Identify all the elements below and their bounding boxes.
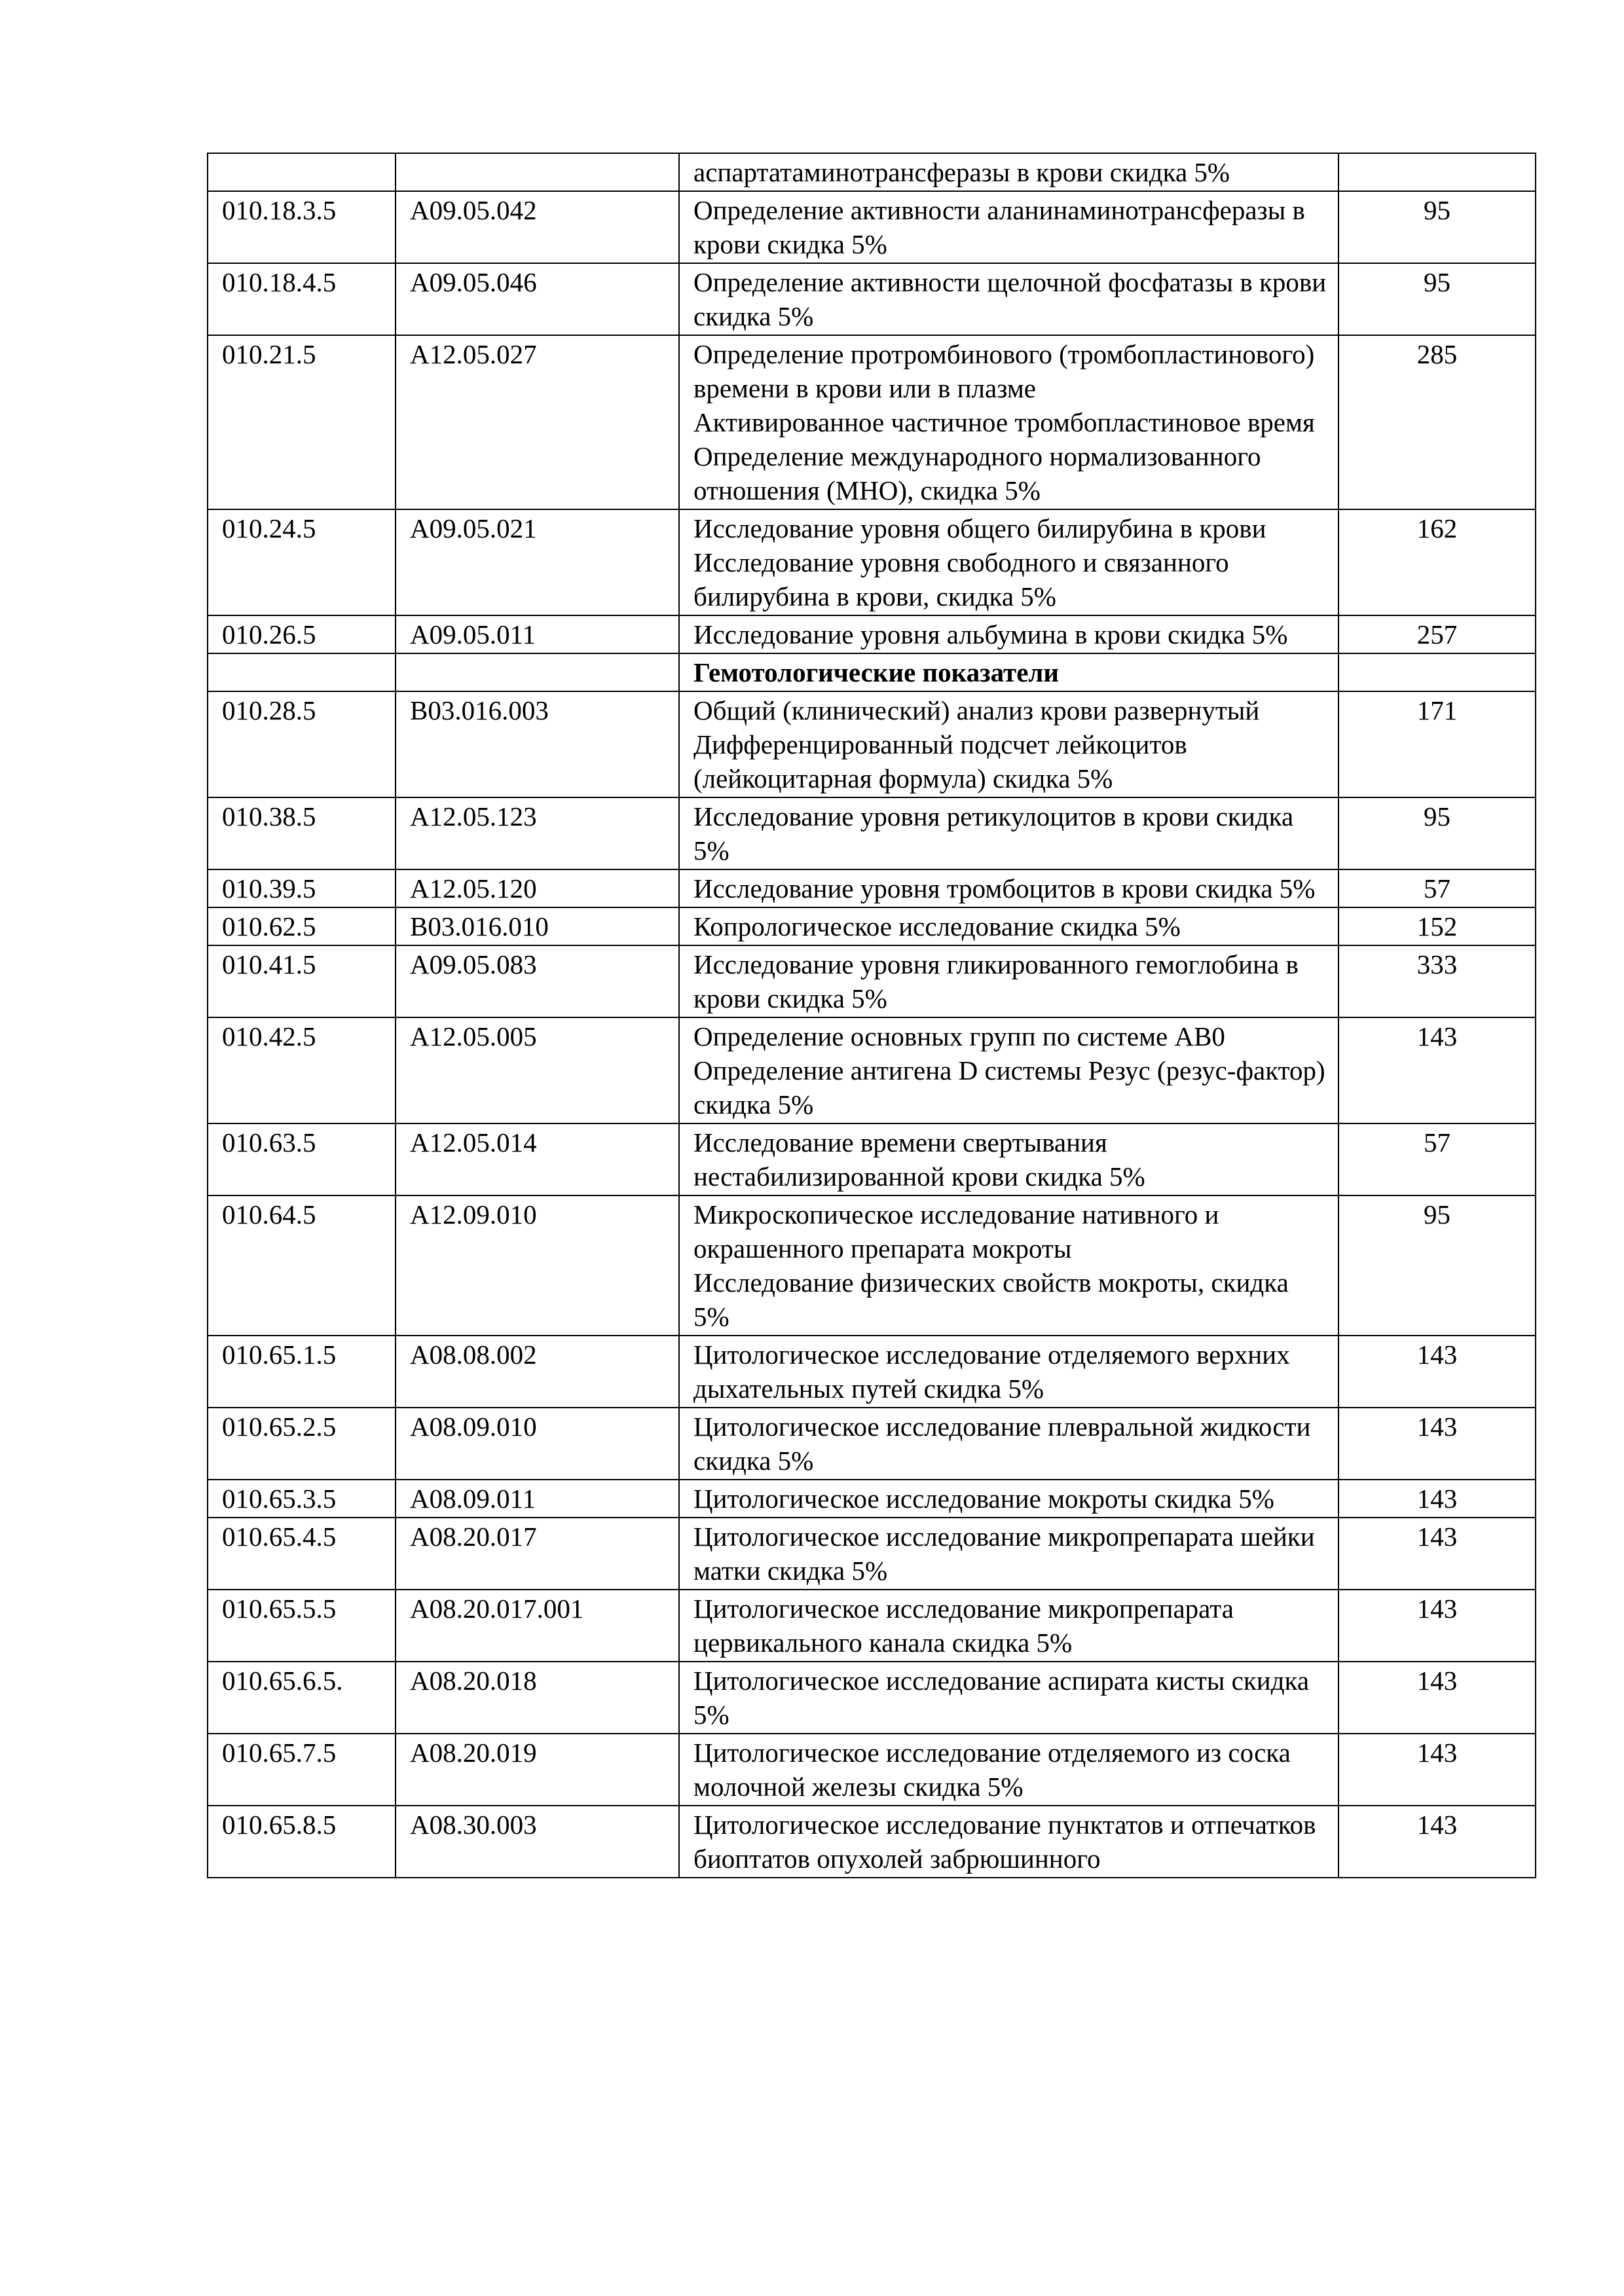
- table-row: [208, 1662, 1536, 1734]
- price-cell: 333: [1338, 945, 1536, 1017]
- nomenclature-code-cell: A12.05.005: [396, 1017, 679, 1123]
- service-code-cell: 010.65.4.5: [208, 1518, 396, 1590]
- price-cell: 171: [1338, 691, 1536, 797]
- price-cell: 143: [1338, 1662, 1536, 1734]
- price-cell: 143: [1338, 1017, 1536, 1123]
- service-code-cell: 010.24.5: [208, 509, 396, 615]
- service-code-cell: 010.18.4.5: [208, 263, 396, 335]
- price-cell: 143: [1338, 1480, 1536, 1518]
- service-name-cell: Определение активности щелочной фосфатазы в крови скидка 5%: [679, 263, 1338, 335]
- service-code-cell: 010.65.2.5: [208, 1408, 396, 1480]
- service-code-cell: 010.21.5: [208, 335, 396, 509]
- table-row: [208, 691, 1536, 797]
- service-code-cell: 010.18.3.5: [208, 191, 396, 263]
- service-name-cell: Исследование уровня альбумина в крови скидка 5%: [679, 615, 1338, 653]
- service-code-cell: 010.65.7.5: [208, 1734, 396, 1806]
- service-code-cell: 010.39.5: [208, 869, 396, 907]
- table-row: [208, 1806, 1536, 1878]
- service-code-cell: 010.65.1.5: [208, 1336, 396, 1408]
- service-name-cell: аспартатаминотрансферазы в крови скидка 5%: [679, 153, 1338, 191]
- nomenclature-code-cell: B03.016.010: [396, 907, 679, 945]
- nomenclature-code-cell: A09.05.046: [396, 263, 679, 335]
- table-row: [208, 1195, 1536, 1336]
- nomenclature-code-cell: A09.05.042: [396, 191, 679, 263]
- nomenclature-code-cell: A08.30.003: [396, 1806, 679, 1878]
- service-name-cell: Исследование уровня общего билирубина в крови Исследование уровня свободного и связанного билирубина в крови, скидка 5%: [679, 509, 1338, 615]
- service-code-cell: [208, 653, 396, 691]
- service-code-cell: [208, 153, 396, 191]
- nomenclature-code-cell: A09.05.021: [396, 509, 679, 615]
- price-cell: 95: [1338, 191, 1536, 263]
- table-row: [208, 1017, 1536, 1123]
- price-cell: 143: [1338, 1590, 1536, 1662]
- service-code-cell: 010.26.5: [208, 615, 396, 653]
- service-code-cell: 010.65.3.5: [208, 1480, 396, 1518]
- service-name-cell: Исследование уровня гликированного гемоглобина в крови скидка 5%: [679, 945, 1338, 1017]
- nomenclature-code-cell: A08.09.010: [396, 1408, 679, 1480]
- price-table: [207, 153, 1536, 1878]
- service-name-cell: Цитологическое исследование микропрепарата цервикального канала скидка 5%: [679, 1590, 1338, 1662]
- service-name-cell: Определение протромбинового (тромбопластинового) времени в крови или в плазме Активированное частичное тромбопластиновое время Определение международного нормализованного отношения (МНО), скидка 5%: [679, 335, 1338, 509]
- service-code-cell: 010.41.5: [208, 945, 396, 1017]
- nomenclature-code-cell: A12.05.123: [396, 797, 679, 869]
- service-name-cell: Микроскопическое исследование нативного и окрашенного препарата мокроты Исследование физических свойств мокроты, скидка 5%: [679, 1195, 1338, 1336]
- service-name-cell: Цитологическое исследование мокроты скидка 5%: [679, 1480, 1338, 1518]
- service-name-cell: Цитологическое исследование микропрепарата шейки матки скидка 5%: [679, 1518, 1338, 1590]
- service-code-cell: 010.62.5: [208, 907, 396, 945]
- table-row: [208, 191, 1536, 263]
- nomenclature-code-cell: A12.05.120: [396, 869, 679, 907]
- service-code-cell: 010.65.5.5: [208, 1590, 396, 1662]
- table-row: [208, 1734, 1536, 1806]
- nomenclature-code-cell: A12.05.014: [396, 1123, 679, 1195]
- nomenclature-code-cell: A08.20.019: [396, 1734, 679, 1806]
- nomenclature-code-cell: A08.20.017.001: [396, 1590, 679, 1662]
- section-title: Гемотологические показатели: [679, 653, 1338, 691]
- service-name-cell: Определение активности аланинаминотрансферазы в крови скидка 5%: [679, 191, 1338, 263]
- price-cell: 57: [1338, 1123, 1536, 1195]
- table-row: [208, 1408, 1536, 1480]
- nomenclature-code-cell: B03.016.003: [396, 691, 679, 797]
- table-row: [208, 1590, 1536, 1662]
- price-cell: 285: [1338, 335, 1536, 509]
- table-row: [208, 945, 1536, 1017]
- price-cell: 143: [1338, 1734, 1536, 1806]
- section-header-row: [208, 653, 1536, 691]
- table-row: [208, 335, 1536, 509]
- table-row: [208, 1518, 1536, 1590]
- price-cell: 143: [1338, 1518, 1536, 1590]
- service-name-cell: Цитологическое исследование аспирата кисты скидка 5%: [679, 1662, 1338, 1734]
- table-row: [208, 1336, 1536, 1408]
- nomenclature-code-cell: A08.20.018: [396, 1662, 679, 1734]
- nomenclature-code-cell: A08.08.002: [396, 1336, 679, 1408]
- service-code-cell: 010.63.5: [208, 1123, 396, 1195]
- table-row: [208, 797, 1536, 869]
- price-table-body: [208, 153, 1536, 1878]
- nomenclature-code-cell: A09.05.011: [396, 615, 679, 653]
- service-name-cell: Цитологическое исследование отделяемого верхних дыхательных путей скидка 5%: [679, 1336, 1338, 1408]
- price-cell: 95: [1338, 1195, 1536, 1336]
- table-row: [208, 1123, 1536, 1195]
- service-name-cell: Копрологическое исследование скидка 5%: [679, 907, 1338, 945]
- price-cell: 143: [1338, 1806, 1536, 1878]
- service-name-cell: Цитологическое исследование плевральной жидкости скидка 5%: [679, 1408, 1338, 1480]
- price-cell: 95: [1338, 797, 1536, 869]
- price-cell: 95: [1338, 263, 1536, 335]
- service-name-cell: Исследование уровня ретикулоцитов в крови скидка 5%: [679, 797, 1338, 869]
- service-code-cell: 010.28.5: [208, 691, 396, 797]
- nomenclature-code-cell: [396, 153, 679, 191]
- price-cell: 152: [1338, 907, 1536, 945]
- service-code-cell: 010.38.5: [208, 797, 396, 869]
- service-code-cell: 010.64.5: [208, 1195, 396, 1336]
- service-name-cell: Исследование времени свертывания нестабилизированной крови скидка 5%: [679, 1123, 1338, 1195]
- service-name-cell: Общий (клинический) анализ крови развернутый Дифференцированный подсчет лейкоцитов (лейкоцитарная формула) скидка 5%: [679, 691, 1338, 797]
- price-cell: [1338, 153, 1536, 191]
- price-cell: 57: [1338, 869, 1536, 907]
- price-cell: 162: [1338, 509, 1536, 615]
- table-row: [208, 263, 1536, 335]
- nomenclature-code-cell: A12.09.010: [396, 1195, 679, 1336]
- service-name-cell: Цитологическое исследование отделяемого из соска молочной железы скидка 5%: [679, 1734, 1338, 1806]
- table-row: [208, 153, 1536, 191]
- service-name-cell: Исследование уровня тромбоцитов в крови скидка 5%: [679, 869, 1338, 907]
- nomenclature-code-cell: A08.09.011: [396, 1480, 679, 1518]
- nomenclature-code-cell: [396, 653, 679, 691]
- service-name-cell: Цитологическое исследование пунктатов и отпечатков биоптатов опухолей забрюшинного: [679, 1806, 1338, 1878]
- table-row: [208, 869, 1536, 907]
- nomenclature-code-cell: A08.20.017: [396, 1518, 679, 1590]
- price-cell: 143: [1338, 1336, 1536, 1408]
- table-row: [208, 509, 1536, 615]
- service-code-cell: 010.65.6.5.: [208, 1662, 396, 1734]
- nomenclature-code-cell: A09.05.083: [396, 945, 679, 1017]
- service-code-cell: 010.65.8.5: [208, 1806, 396, 1878]
- nomenclature-code-cell: A12.05.027: [396, 335, 679, 509]
- service-name-cell: Определение основных групп по системе AB0 Определение антигена D системы Резус (резус-фактор) скидка 5%: [679, 1017, 1338, 1123]
- table-row: [208, 1480, 1536, 1518]
- table-row: [208, 907, 1536, 945]
- price-cell: 257: [1338, 615, 1536, 653]
- table-row: [208, 615, 1536, 653]
- service-code-cell: 010.42.5: [208, 1017, 396, 1123]
- price-cell: [1338, 653, 1536, 691]
- price-cell: 143: [1338, 1408, 1536, 1480]
